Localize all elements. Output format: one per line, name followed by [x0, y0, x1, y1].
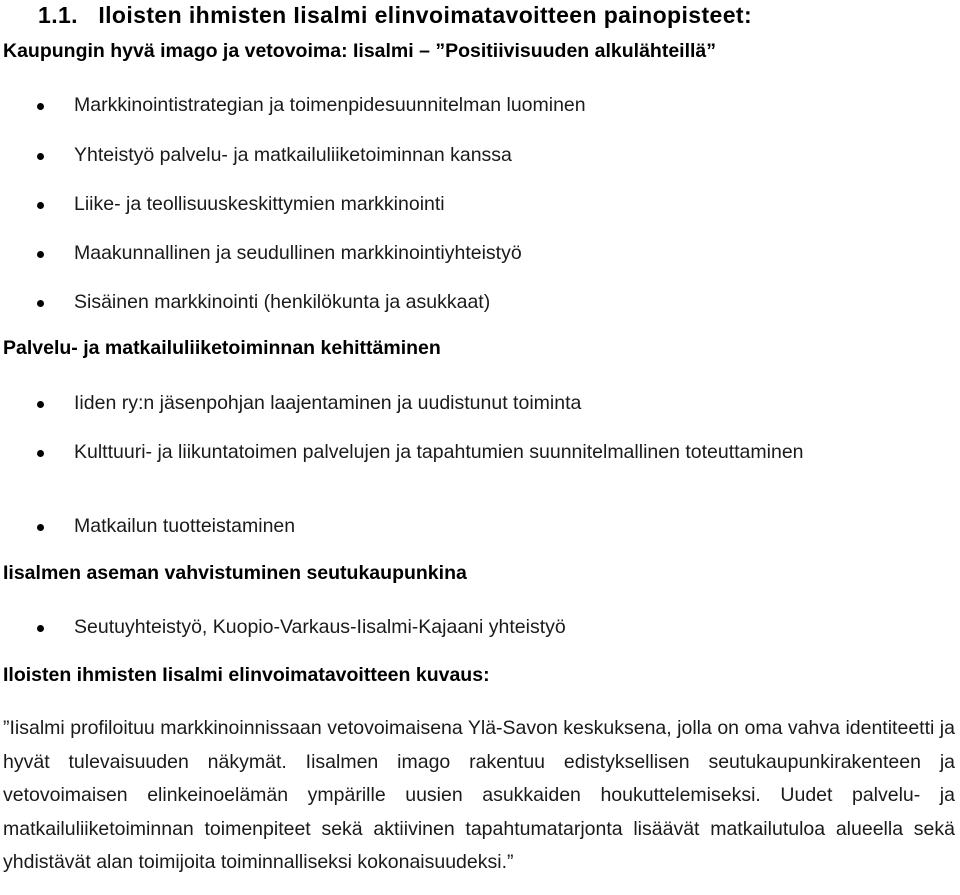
list-item-text: Kulttuuri- ja liikuntatoimen palvelujen ja tapahtumien suunnitelmallinen toteuttaminen — [74, 441, 804, 463]
section-number: 1.1. — [38, 2, 78, 28]
list-item-text: Iiden ry:n jäsenpohjan laajentaminen ja uudistunut toiminta — [74, 392, 582, 414]
list-item-text: Sisäinen markkinointi (henkilökunta ja asukkaat) — [74, 291, 491, 313]
bullet-icon — [37, 401, 44, 408]
bullet-icon — [37, 153, 44, 160]
section-heading — [38, 2, 752, 29]
list-item-text: Matkailun tuotteistaminen — [74, 515, 296, 537]
list-item-text: Maakunnallinen ja seudullinen markkinointiyhteistyö — [74, 242, 522, 264]
bullet-icon — [37, 300, 44, 307]
description-text: ”Iisalmi profiloituu markkinoinnissaan vetovoimaisena Ylä-Savon keskuksena, jolla on oma vahva identiteetti ja hyvät tulevaisuuden näkymät. Iisalmen imago rakentuu edistyksellisen seutukaupunkirakenteen ja vetovoimaisen elinkeinoelämän ympärille uusien asukkaiden houkuttelemiseksi. Uudet palvelu- ja matkailuliiketoiminnan toimenpiteet sekä aktiivinen tapahtumatarjonta lisäävät matkailutuloa alueella sekä yhdistävät alan toimijoita toiminnalliseksi kokonaisuudeksi.” — [3, 717, 955, 874]
list-item-text: Markkinointistrategian ja toimenpidesuunnitelman luominen — [74, 94, 586, 116]
description-heading: Iloisten ihmisten Iisalmi elinvoimatavoitteen kuvaus: — [3, 664, 490, 686]
bullet-icon — [37, 103, 44, 110]
bullet-icon — [37, 251, 44, 258]
subheading-imago: Kaupungin hyvä imago ja vetovoima: Iisalmi – ”Positiivisuuden alkulähteillä” — [3, 40, 717, 62]
list-item-text: Seutuyhteistyö, Kuopio-Varkaus-Iisalmi-Kajaani yhteistyö — [74, 616, 566, 638]
subheading-seutukaupunki: Iisalmen aseman vahvistuminen seutukaupunkina — [3, 562, 467, 584]
bullet-icon — [37, 524, 44, 531]
list-item-text: Yhteistyö palvelu- ja matkailuliiketoiminnan kanssa — [74, 144, 512, 166]
subheading-palvelu: Palvelu- ja matkailuliiketoiminnan kehittäminen — [3, 337, 441, 359]
bullet-icon — [37, 450, 44, 457]
bullet-icon — [37, 202, 44, 209]
section-title: Iloisten ihmisten Iisalmi elinvoimatavoitteen painopisteet: — [98, 2, 753, 28]
bullet-icon — [37, 625, 44, 632]
list-item-text: Liike- ja teollisuuskeskittymien markkinointi — [74, 193, 445, 215]
